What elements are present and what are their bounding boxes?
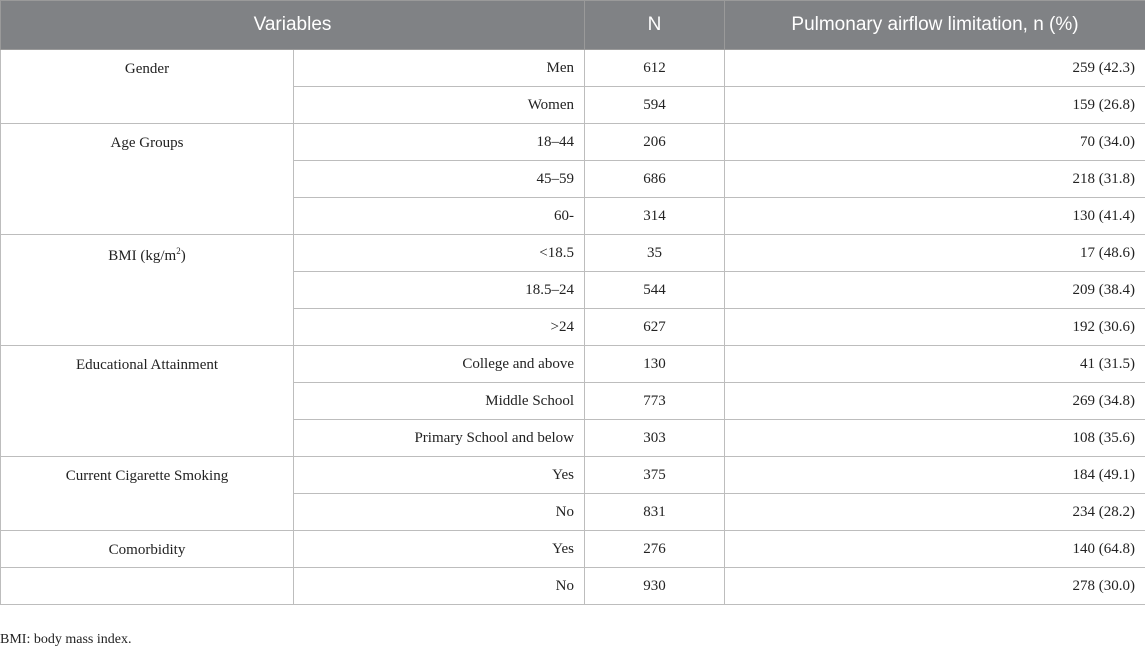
header-pal: Pulmonary airflow limitation, n (%) [725, 1, 1145, 50]
pal-cell: 41 (31.5) [725, 346, 1145, 383]
category-cell: Yes [294, 531, 585, 568]
n-cell: 773 [585, 383, 725, 420]
pal-cell: 108 (35.6) [725, 420, 1145, 457]
table-row [1, 457, 1145, 494]
table-footnote: BMI: body mass index. [0, 632, 132, 647]
pal-cell: 184 (49.1) [725, 457, 1145, 494]
category-cell: Women [294, 87, 585, 124]
category-cell: College and above [294, 346, 585, 383]
table-body [1, 50, 1145, 605]
category-cell: 45–59 [294, 161, 585, 198]
pal-cell: 70 (34.0) [725, 124, 1145, 161]
pal-cell: 17 (48.6) [725, 235, 1145, 272]
variable-label: Gender [1, 50, 294, 124]
table-row [1, 568, 1145, 605]
n-cell: 130 [585, 346, 725, 383]
n-cell: 594 [585, 87, 725, 124]
category-cell: No [294, 568, 585, 605]
category-cell: 18–44 [294, 124, 585, 161]
n-cell: 303 [585, 420, 725, 457]
category-cell: <18.5 [294, 235, 585, 272]
n-cell: 35 [585, 235, 725, 272]
n-cell: 627 [585, 309, 725, 346]
pal-cell: 218 (31.8) [725, 161, 1145, 198]
category-cell: Men [294, 50, 585, 87]
category-cell: 18.5–24 [294, 272, 585, 309]
pal-cell: 130 (41.4) [725, 198, 1145, 235]
n-cell: 314 [585, 198, 725, 235]
pal-cell: 234 (28.2) [725, 494, 1145, 531]
n-cell: 831 [585, 494, 725, 531]
n-cell: 375 [585, 457, 725, 494]
category-cell: Middle School [294, 383, 585, 420]
category-cell: 60- [294, 198, 585, 235]
header-n: N [585, 1, 725, 50]
category-cell: No [294, 494, 585, 531]
variable-label: Current Cigarette Smoking [1, 457, 294, 531]
category-cell: Primary School and below [294, 420, 585, 457]
pal-cell: 140 (64.8) [725, 531, 1145, 568]
n-cell: 206 [585, 124, 725, 161]
category-cell: Yes [294, 457, 585, 494]
table-row [1, 50, 1145, 87]
table-row [1, 531, 1145, 568]
pal-cell: 259 (42.3) [725, 50, 1145, 87]
table-row [1, 346, 1145, 383]
pal-cell: 269 (34.8) [725, 383, 1145, 420]
variable-label: Age Groups [1, 124, 294, 235]
n-cell: 612 [585, 50, 725, 87]
n-cell: 686 [585, 161, 725, 198]
header-row [1, 1, 1145, 50]
variable-label: BMI $(kg/m^2)$ [1, 235, 294, 346]
n-cell: 544 [585, 272, 725, 309]
variable-label: Educational Attainment [1, 346, 294, 457]
variable-label: Comorbidity [1, 531, 294, 568]
table-row [1, 235, 1145, 272]
header-variables: Variables [1, 1, 585, 50]
pal-cell: 278 (30.0) [725, 568, 1145, 605]
category-cell: >24 [294, 309, 585, 346]
n-cell: 930 [585, 568, 725, 605]
empty-variable-cell [1, 568, 294, 605]
n-cell: 276 [585, 531, 725, 568]
table-row [1, 124, 1145, 161]
pal-cell: 159 (26.8) [725, 87, 1145, 124]
pal-cell: 192 (30.6) [725, 309, 1145, 346]
pal-cell: 209 (38.4) [725, 272, 1145, 309]
